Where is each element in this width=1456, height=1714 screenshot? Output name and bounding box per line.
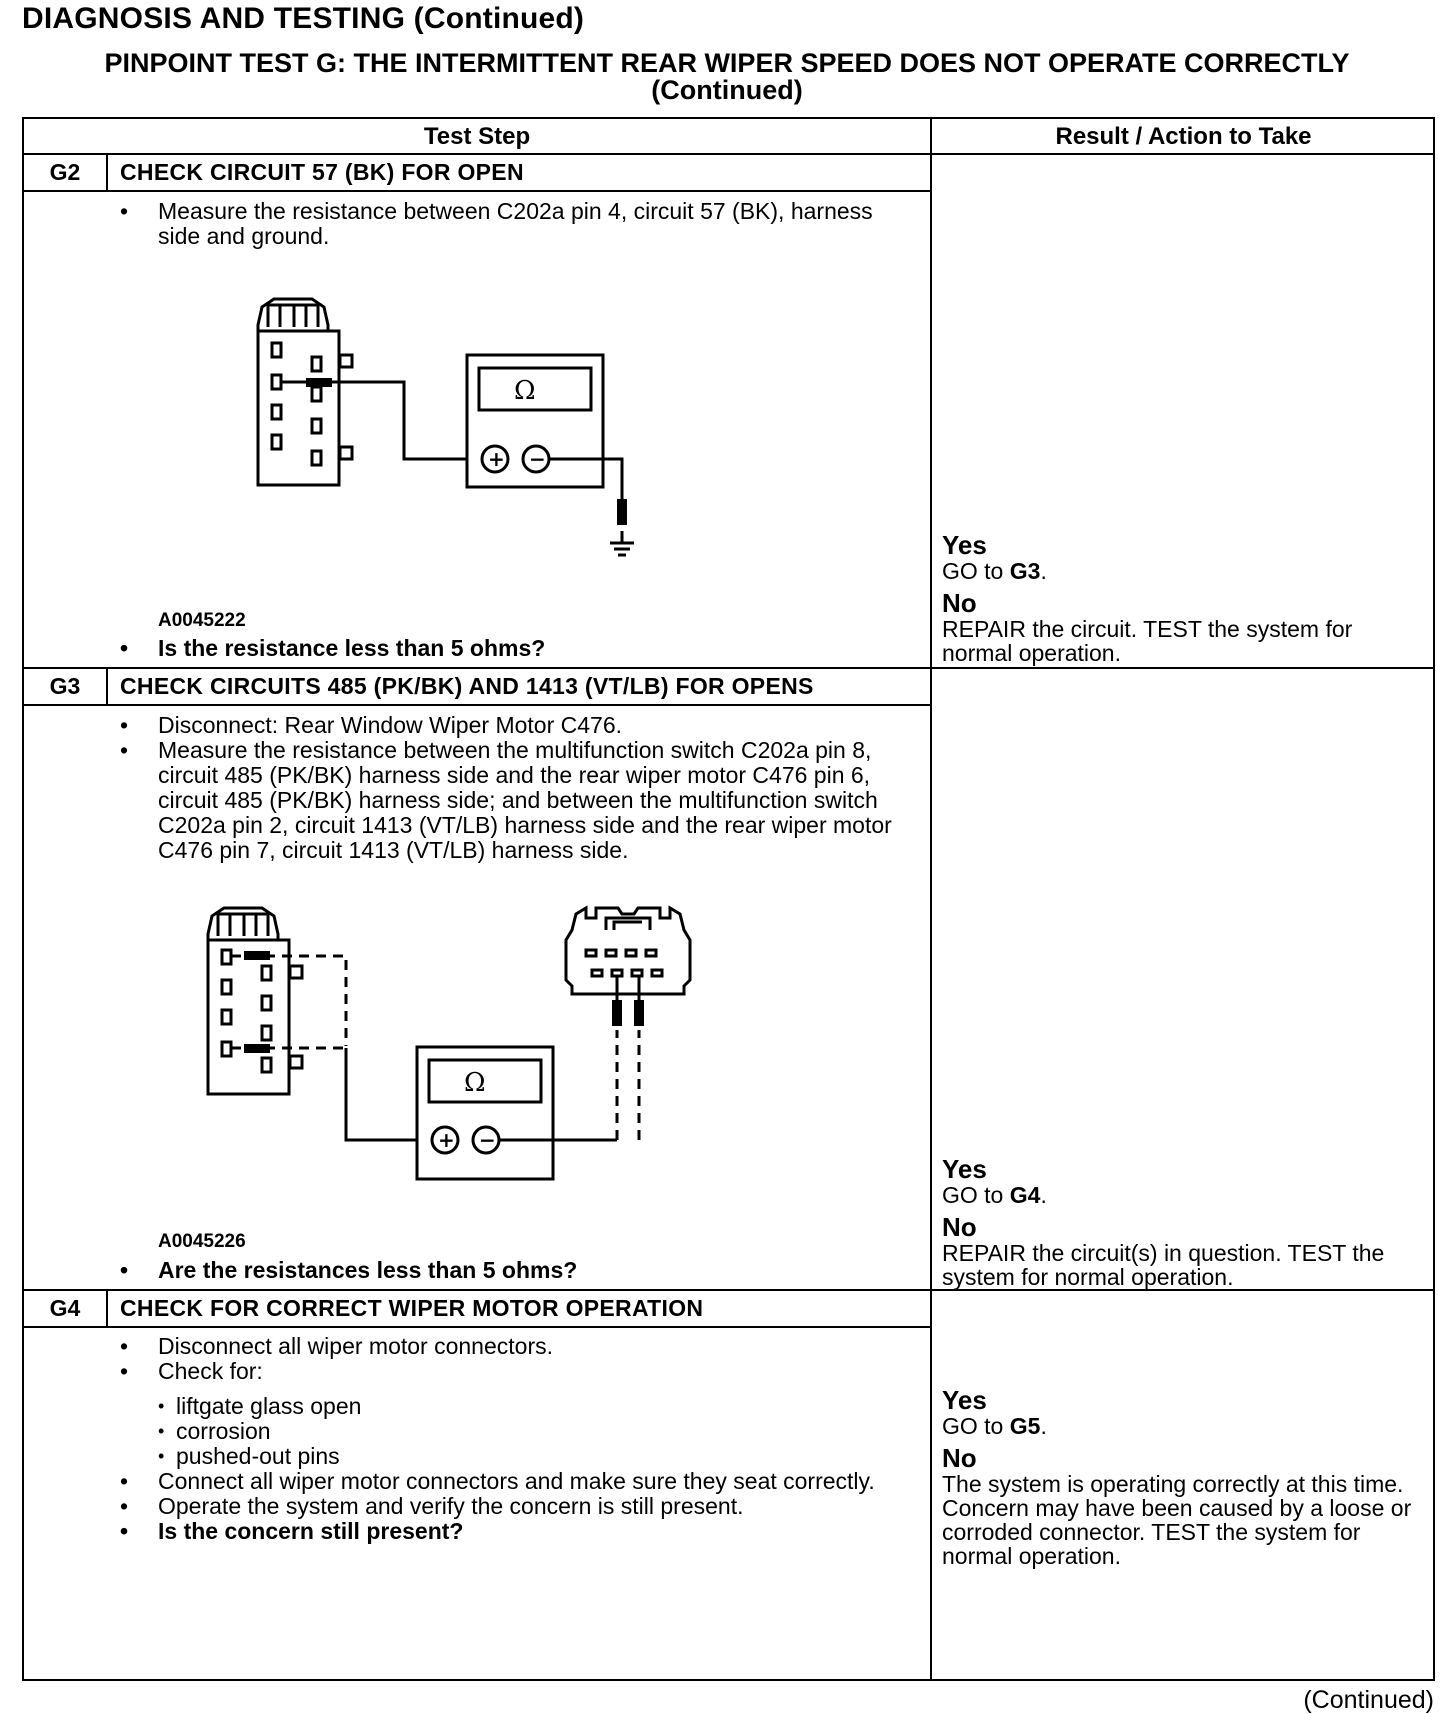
question-item: • Is the concern still present? <box>120 1519 920 1544</box>
instruction-item: • Check for: <box>120 1359 920 1384</box>
result-action-g2 <box>942 531 1422 665</box>
subtitle-line-2: (Continued) <box>651 75 803 105</box>
step-title: CHECK CIRCUITS 485 (PK/BK) AND 1413 (VT/LB) FOR OPENS <box>120 673 814 699</box>
check-item: • corrosion <box>158 1419 920 1444</box>
yes-target-link: G4 <box>1009 1182 1041 1208</box>
figure-id: A0045222 <box>158 610 246 631</box>
yes-action: GO to G5. <box>942 1413 1047 1439</box>
step-title-bar <box>24 669 930 706</box>
no-label: No <box>942 1443 977 1473</box>
ground-wire <box>549 459 622 501</box>
step-id: G2 <box>24 155 108 190</box>
header-test-step: Test Step <box>423 123 531 150</box>
instruction-item: • Measure the resistance between C202a pin 4, circuit 57 (BK), harness side and ground. <box>120 199 920 249</box>
step-title-bar <box>24 155 930 192</box>
subtitle-line-1: PINPOINT TEST G: THE INTERMITTENT REAR WIPER SPEED DOES NOT OPERATE CORRECTLY <box>104 48 1350 78</box>
resistance-test-diagram-g3 <box>174 884 794 1224</box>
no-action: The system is operating correctly at this time. Concern may have been caused by a loose or corroded connector. TEST the system for normal operation. <box>942 1471 1412 1569</box>
yes-target-link: G5 <box>1009 1413 1041 1439</box>
probe-wire <box>281 382 467 459</box>
step-instructions <box>120 199 920 249</box>
ohmmeter <box>417 1047 553 1179</box>
figure-id: A0045226 <box>158 1231 246 1252</box>
header-result-action: Result / Action to Take <box>1055 123 1312 150</box>
step-id: G3 <box>24 669 108 704</box>
step-row-g2 <box>24 155 1433 669</box>
jumper-wires-c476 <box>617 1030 639 1140</box>
minus-sign: − <box>529 447 546 471</box>
step-question <box>120 1258 920 1283</box>
no-action: REPAIR the circuit. TEST the system for normal operation. <box>942 616 1353 666</box>
result-action-g4 <box>942 1386 1422 1568</box>
pinpoint-test-title <box>22 50 1432 104</box>
step-question <box>120 636 920 661</box>
yes-label: Yes <box>942 1385 987 1415</box>
step-title: CHECK CIRCUIT 57 (BK) FOR OPEN <box>120 159 524 185</box>
instruction-item: • Disconnect all wiper motor connectors. <box>120 1334 920 1359</box>
question-item: • Is the resistance less than 5 ohms? <box>120 636 920 661</box>
yes-action: GO to G3. <box>942 558 1047 584</box>
continued-footer: (Continued) <box>1303 1686 1434 1714</box>
plus-sign: + <box>488 447 505 471</box>
yes-target-link: G3 <box>1009 558 1041 584</box>
no-action: REPAIR the circuit(s) in question. TEST the system for normal operation. <box>942 1240 1385 1290</box>
minus-sign: − <box>479 1128 496 1152</box>
instruction-item: • Disconnect: Rear Window Wiper Motor C476. <box>120 713 920 738</box>
check-item: • liftgate glass open <box>158 1394 920 1419</box>
step-row-g4 <box>24 1291 1433 1681</box>
connector-c202a <box>208 908 289 1094</box>
ohm-symbol: Ω <box>464 1068 486 1098</box>
result-action-g3 <box>942 1155 1422 1289</box>
ground-symbol-icon <box>610 531 634 555</box>
step-title: CHECK FOR CORRECT WIPER MOTOR OPERATION <box>120 1295 704 1321</box>
check-list <box>120 1394 920 1469</box>
no-label: No <box>942 1212 977 1242</box>
resistance-test-diagram-g2 <box>224 275 724 615</box>
yes-label: Yes <box>942 530 987 560</box>
step-title-bar <box>24 1291 930 1328</box>
connector-latch <box>208 914 278 940</box>
instruction-item: • Measure the resistance between the multifunction switch C202a pin 8, circuit 485 (PK/BK) harness side and the rear wiper motor C476 pin 6, circuit 485 (PK/BK) harness side; and between the multifunction switch C202a pin 2, circuit 1413 (VT/LB) harness side and the rear wiper motor C476 pin 7, circuit 1413 (VT/LB) harness side. <box>120 738 920 863</box>
page-title: DIAGNOSIS AND TESTING (Continued) <box>22 2 585 35</box>
pinpoint-test-table <box>22 117 1435 1681</box>
step-id: G4 <box>24 1291 108 1326</box>
instruction-item: • Connect all wiper motor connectors and make sure they seat correctly. <box>120 1469 920 1494</box>
question-item: • Are the resistances less than 5 ohms? <box>120 1258 920 1283</box>
no-label: No <box>942 588 977 618</box>
instruction-item: • Operate the system and verify the concern is still present. <box>120 1494 920 1519</box>
yes-action: GO to G4. <box>942 1182 1047 1208</box>
ohm-symbol: Ω <box>514 376 536 406</box>
check-item: • pushed-out pins <box>158 1444 920 1469</box>
step-row-g3 <box>24 669 1433 1291</box>
step-instructions <box>120 1334 920 1544</box>
connector-c202a <box>258 299 339 485</box>
plus-sign: + <box>438 1128 455 1152</box>
table-header <box>24 119 1433 155</box>
yes-label: Yes <box>942 1154 987 1184</box>
connector-latch <box>258 305 328 331</box>
probe-wire <box>346 1048 417 1140</box>
step-instructions <box>120 713 920 863</box>
